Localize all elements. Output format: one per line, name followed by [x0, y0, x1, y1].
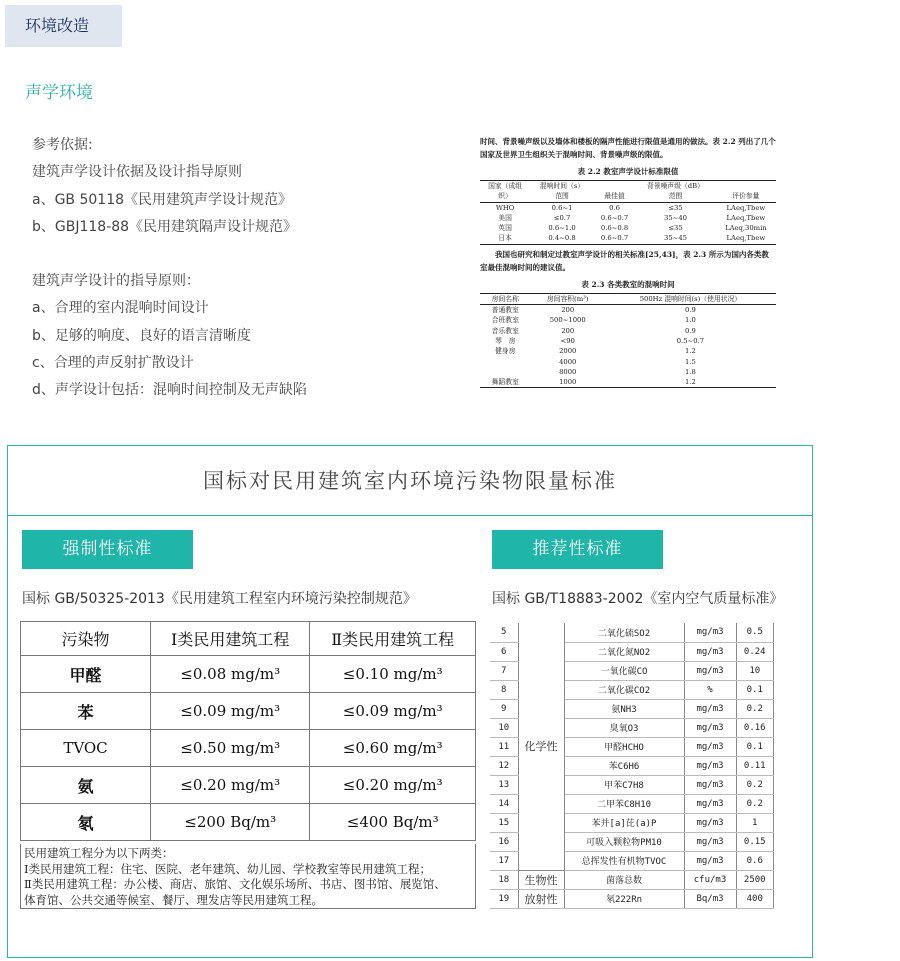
note-line: Ⅰ类民用建筑工程：住宅、医院、老年建筑、幼儿园、学校教室等民用建筑工程；: [24, 861, 432, 876]
table-cell: 200: [561, 306, 575, 315]
table-cell: 一氧化碳CO: [564, 661, 684, 680]
table-cell: WHO: [495, 203, 515, 212]
row-number: 15: [490, 813, 518, 832]
table-cell: 0.6~1: [551, 203, 573, 212]
table-header-cell: 背景噪声级（dB）: [647, 182, 704, 190]
row-number: 19: [490, 889, 518, 908]
table-cell: 美国: [498, 213, 512, 222]
table-cell: 10: [736, 661, 774, 680]
table-cell: 35~45: [664, 234, 687, 243]
section-subtitle: 声学环境: [25, 83, 93, 103]
tab-environment-renovation[interactable]: 环境改造: [5, 5, 122, 47]
note-line: 体育馆、公共交通等候室、餐厅、理发店等民用建筑工程。: [24, 892, 323, 907]
table-row: [21, 730, 476, 767]
table-cell: <90: [560, 336, 575, 345]
table-cell: mg/m3: [684, 737, 736, 756]
table-cell: 0.2: [736, 699, 774, 718]
table-cell: 0.6: [736, 851, 774, 870]
table-cell: LAeq,Tbew: [726, 203, 766, 212]
table-cell: ≤0.20 mg/m³: [310, 767, 476, 804]
table-cell: mg/m3: [684, 661, 736, 680]
reference-excerpt-image: [480, 135, 776, 411]
classification-note: [20, 844, 476, 909]
table-row: [21, 622, 476, 656]
table-cell: 甲苯C7H8: [564, 775, 684, 794]
table-row: [21, 693, 476, 730]
note-line: 民用建筑工程分为以下两类：: [24, 846, 174, 860]
table-cell: 500~1000: [549, 316, 586, 325]
row-number: 11: [490, 737, 518, 756]
table-cell: 0.5: [736, 623, 774, 642]
category-cell: 生物性: [518, 870, 564, 889]
table-header-cell: 最佳值: [594, 191, 635, 202]
table-row: [480, 233, 776, 244]
basis-line: a、合理的室内混响时间设计: [32, 300, 209, 317]
table-cell: 0.15: [736, 832, 774, 851]
table-cell: 健身房: [495, 347, 516, 356]
panel-title: 国标对民用建筑室内环境污染物限量标准: [8, 446, 812, 516]
row-number: 5: [490, 623, 518, 642]
table-cell: 甲醛: [21, 656, 151, 693]
table-cell: 0.6: [609, 203, 620, 212]
table-cell: mg/m3: [684, 623, 736, 642]
basis-line: 建筑声学设计依据及设计指导原则: [32, 164, 242, 181]
table-cell: ≤200 Bq/m³: [151, 804, 310, 841]
table-header-cell: 范围: [530, 191, 594, 202]
table-cell: 1.8: [684, 367, 696, 376]
row-number: 9: [490, 699, 518, 718]
table-cell: mg/m3: [684, 832, 736, 851]
table-cell: ≤0.60 mg/m³: [310, 730, 476, 767]
table-cell: 0.6~0.7: [600, 213, 629, 222]
table-cell: 0.1: [736, 680, 774, 699]
table-row: [490, 889, 774, 908]
table-cell: 氡222Rn: [564, 889, 684, 908]
ref-table-caption: 表 2.3 各类教室的混响时间: [581, 279, 675, 289]
note-line: Ⅱ类民用建筑工程：办公楼、商店、旅馆、文化娱乐场所、书店、图书馆、展览馆、: [24, 877, 446, 891]
recommended-standard-name: 国标 GB/T18883-2002《室内空气质量标准》: [492, 591, 784, 607]
table-cell: 1.2: [684, 378, 696, 387]
table-cell: mg/m3: [684, 642, 736, 661]
recommended-limits-table: [490, 623, 774, 909]
table-cell: 合班教室: [491, 316, 519, 325]
table-cell: TVOC: [21, 730, 151, 767]
table-cell: 0.16: [736, 718, 774, 737]
row-number: 8: [490, 680, 518, 699]
ref-table-2-3: [480, 293, 776, 389]
table-row: [480, 336, 776, 346]
table-row: [480, 305, 776, 316]
table-cell: 1000: [559, 378, 577, 387]
table-header-cell: [594, 181, 635, 192]
table-cell: 臭氧O3: [564, 718, 684, 737]
table-cell: 8000: [559, 367, 577, 376]
table-cell: 0.1: [736, 737, 774, 756]
table-cell: 1: [736, 813, 774, 832]
basis-line: c、合理的声反射扩散设计: [32, 355, 194, 372]
table-cell: 400: [736, 889, 774, 908]
ref-table-caption: 表 2.2 教室声学设计标准限值: [577, 167, 679, 176]
table-row: [480, 367, 776, 377]
ref-table-2-2: [480, 180, 776, 245]
table-cell: 0.24: [736, 642, 774, 661]
pollutant-standards-panel: [7, 445, 813, 958]
table-cell: 琴 房: [495, 336, 516, 345]
table-cell: 二甲苯C8H10: [564, 794, 684, 813]
ref-paragraph: 我国也研究和制定过教室声学设计的相关标准[25,43]，表 2.3 所示为国内各类教室最佳混响时间的建议值。: [480, 249, 769, 272]
basis-line: [32, 241, 307, 268]
table-cell: LAeq,Tbew: [726, 234, 766, 243]
design-basis-list: [32, 132, 307, 405]
table-cell: 2500: [736, 870, 774, 889]
table-cell: 0.2: [736, 794, 774, 813]
table-cell: 2000: [559, 347, 577, 356]
table-cell: [480, 367, 531, 377]
table-cell: 0.9: [684, 306, 696, 315]
table-cell: 1.0: [684, 316, 696, 325]
table-cell: Bq/m3: [684, 889, 736, 908]
row-number: 14: [490, 794, 518, 813]
table-header-cell: 评价参量: [716, 191, 776, 202]
table-cell: ≤35: [668, 224, 683, 233]
table-cell: 200: [561, 326, 575, 335]
table-cell: 二氧化碳CO2: [564, 680, 684, 699]
table-cell: ≤0.50 mg/m³: [151, 730, 310, 767]
table-cell: mg/m3: [684, 718, 736, 737]
table-row: [480, 213, 776, 223]
table-row: [480, 223, 776, 233]
table-cell: 0.11: [736, 756, 774, 775]
table-cell: ≤400 Bq/m³: [310, 804, 476, 841]
table-cell: mg/m3: [684, 794, 736, 813]
table-cell: 苯并[a]芘(a)P: [564, 813, 684, 832]
mandatory-limits-table: [20, 621, 476, 841]
table-header-cell: 国家（成组: [488, 182, 523, 190]
table-cell: LAeq,Tbew: [726, 213, 766, 222]
table-header-cell: 混响时间（s）: [539, 182, 585, 190]
mandatory-standard-button[interactable]: 强制性标准: [22, 530, 193, 569]
basis-line: d、声学设计包括：混响时间控制及无声缺陷: [32, 382, 307, 399]
table-cell: 可吸入颗粒物PM10: [564, 832, 684, 851]
table-cell: 苯: [21, 693, 151, 730]
table-row: [480, 202, 776, 213]
table-cell: LAeq,30min: [725, 224, 767, 233]
table-cell: 0.4~0.8: [548, 234, 576, 243]
table-row: [480, 377, 776, 388]
table-cell: ≤0.7: [553, 213, 571, 222]
table-cell: 1.2: [684, 347, 696, 356]
table-row: [480, 346, 776, 356]
basis-line: 建筑声学设计的指导原则：: [32, 273, 200, 290]
basis-line: a、GB 50118《民用建筑声学设计规范》: [32, 191, 293, 208]
table-cell: mg/m3: [684, 851, 736, 870]
table-cell: 普通教室: [491, 306, 519, 315]
table-cell: mg/m3: [684, 756, 736, 775]
table-row: [480, 181, 776, 192]
table-cell: 舞蹈教室: [491, 378, 519, 387]
table-row: [480, 326, 776, 336]
table-cell: 0.6~1.0: [548, 224, 576, 233]
mandatory-standard-name: 国标 GB/50325-2013《民用建筑工程室内环境污染控制规范》: [22, 591, 417, 607]
row-number: 18: [490, 870, 518, 889]
table-header-cell: 污染物: [21, 622, 151, 656]
table-cell: 0.9: [684, 326, 696, 335]
table-cell: 35~40: [664, 213, 687, 222]
table-cell: 0.6~0.7: [600, 234, 629, 243]
table-cell: [480, 357, 531, 367]
table-cell: 4000: [559, 357, 577, 366]
table-cell: 0.6~0.8: [600, 224, 629, 233]
recommended-standard-button[interactable]: 推荐性标准: [492, 530, 663, 569]
basis-line: b、GBJ118-88《民用建筑隔声设计规范》: [32, 218, 298, 235]
table-row: [480, 357, 776, 367]
category-cell: 化学性: [518, 623, 564, 870]
table-cell: %: [684, 680, 736, 699]
table-cell: 音乐教室: [491, 326, 519, 335]
table-header-cell: 房间名称: [480, 293, 531, 304]
table-row: [490, 623, 774, 642]
table-cell: 氨: [21, 767, 151, 804]
table-cell: 二氧化氮NO2: [564, 642, 684, 661]
table-cell: ≤0.09 mg/m³: [310, 693, 476, 730]
table-cell: 二氧化硫SO2: [564, 623, 684, 642]
table-cell: 日本: [498, 234, 512, 243]
table-row: [480, 315, 776, 325]
table-row: [21, 767, 476, 804]
table-cell: 0.5~0.7: [676, 336, 705, 345]
table-row: [480, 293, 776, 304]
table-cell: 0.2: [736, 775, 774, 794]
ref-paragraph: 时间、背景噪声级以及墙体和楼板的隔声性能进行限值是通用的做法。表 2.2 列出了几个国家及世界卫生组织关于混响时间、背景噪声级的限值。: [480, 137, 776, 159]
basis-line: b、足够的响度、良好的语言清晰度: [32, 327, 251, 344]
table-cell: 氨NH3: [564, 699, 684, 718]
table-cell: mg/m3: [684, 775, 736, 794]
table-header-cell: 500Hz 混响时间(s)（使用状况）: [605, 293, 776, 304]
table-cell: ≤0.20 mg/m³: [151, 767, 310, 804]
table-row: [480, 191, 776, 202]
table-header-cell: [716, 181, 776, 192]
category-cell: 放射性: [518, 889, 564, 908]
table-cell: 氡: [21, 804, 151, 841]
table-header-cell: Ⅱ类民用建筑工程: [310, 622, 476, 656]
row-number: 12: [490, 756, 518, 775]
table-cell: mg/m3: [684, 813, 736, 832]
table-row: [21, 656, 476, 693]
table-header-cell: Ⅰ类民用建筑工程: [151, 622, 310, 656]
table-cell: 英国: [498, 224, 512, 233]
row-number: 13: [490, 775, 518, 794]
table-cell: mg/m3: [684, 699, 736, 718]
table-cell: 甲醛HCHO: [564, 737, 684, 756]
row-number: 6: [490, 642, 518, 661]
table-cell: ≤0.08 mg/m³: [151, 656, 310, 693]
table-header-cell: 织）: [480, 191, 530, 202]
table-cell: 苯C6H6: [564, 756, 684, 775]
table-cell: ≤0.09 mg/m³: [151, 693, 310, 730]
table-cell: 总挥发性有机物TVOC: [564, 851, 684, 870]
row-number: 10: [490, 718, 518, 737]
table-cell: ≤0.10 mg/m³: [310, 656, 476, 693]
table-cell: 1.5: [684, 357, 696, 366]
table-cell: cfu/m3: [684, 870, 736, 889]
basis-line: 参考依据:: [32, 137, 93, 153]
table-header-cell: 房间容积(m³): [531, 293, 605, 304]
row-number: 7: [490, 661, 518, 680]
table-row: [21, 804, 476, 841]
row-number: 16: [490, 832, 518, 851]
table-cell: 菌落总数: [564, 870, 684, 889]
table-row: [490, 870, 774, 889]
row-number: 17: [490, 851, 518, 870]
table-header-cell: 范围: [635, 191, 715, 202]
table-cell: ≤35: [668, 203, 683, 212]
